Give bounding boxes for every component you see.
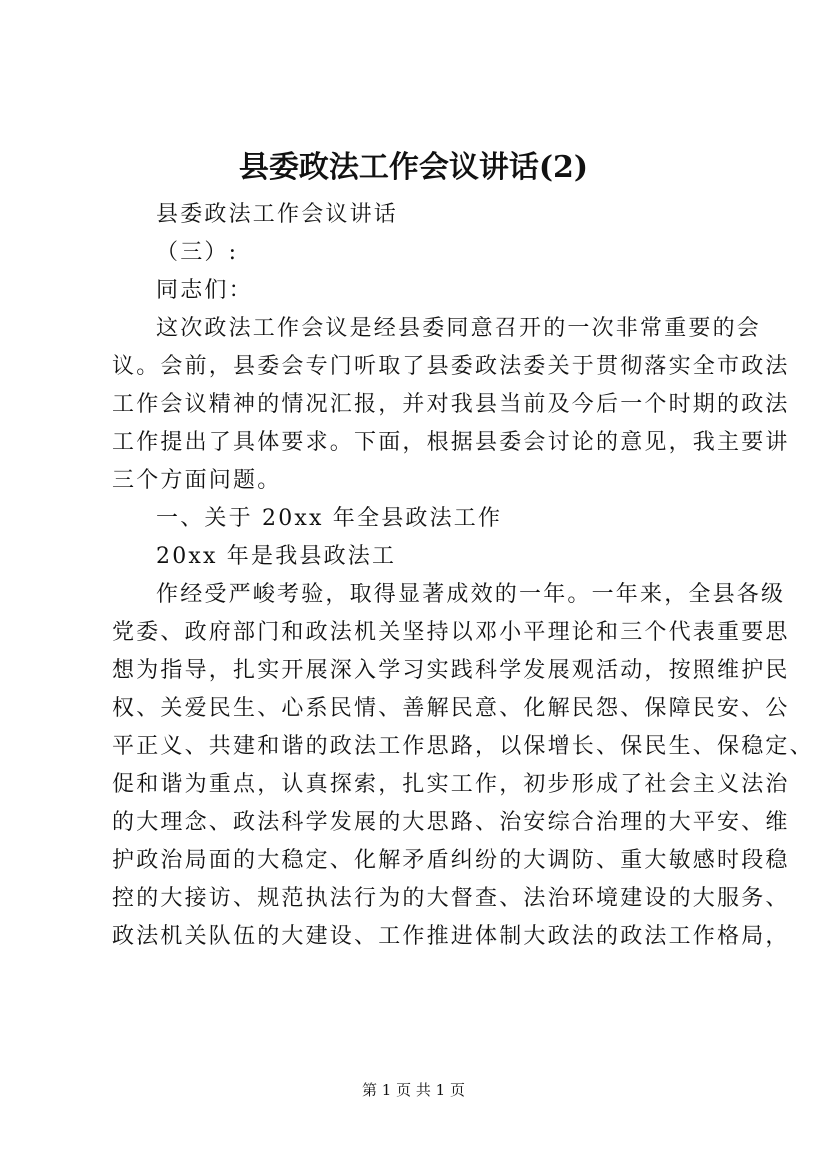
text-line: 县委政法工作会议讲话	[156, 202, 399, 227]
text-line: 工作会议精神的情况汇报，并对我县当前及今后一个时期的政法	[112, 392, 790, 417]
text-line: 三个方面问题。	[112, 468, 282, 493]
text-line: 想为指导，扎实开展深入学习实践科学发展观活动，按照维护民	[112, 658, 790, 683]
text-line: 一、关于 20xx 年全县政法工作	[156, 506, 503, 531]
document-title: 县委政法工作会议讲话(2)	[238, 150, 589, 185]
text-line: 权、关爱民生、心系民情、善解民意、化解民怨、保障民安、公	[112, 696, 790, 721]
text-line: 议。会前，县委会专门听取了县委政法委关于贯彻落实全市政法	[112, 354, 790, 379]
text-line: 平正义、共建和谐的政法工作思路，以保增长、保民生、保稳定、	[112, 734, 814, 759]
text-line: 的大理念、政法科学发展的大思路、治安综合治理的大平安、维	[112, 810, 790, 835]
text-line: 同志们：	[156, 278, 253, 303]
text-line: 工作提出了具体要求。下面，根据县委会讨论的意见，我主要讲	[112, 430, 790, 455]
text-line: 护政治局面的大稳定、化解矛盾纠纷的大调防、重大敏感时段稳	[112, 848, 790, 873]
text-line: 20xx 年是我县政法工	[156, 544, 397, 569]
text-line: 这次政法工作会议是经县委同意召开的一次非常重要的会	[156, 316, 762, 341]
text-line: 作经受严峻考验，取得显著成效的一年。一年来，全县各级	[156, 582, 786, 607]
text-line: 党委、政府部门和政法机关坚持以邓小平理论和三个代表重要思	[112, 620, 790, 645]
text-line: （三）:	[156, 240, 239, 265]
text-line: 控的大接访、规范执法行为的大督查、法治环境建设的大服务、	[112, 886, 790, 911]
document-body	[112, 196, 814, 956]
text-line: 政法机关队伍的大建设、工作推进体制大政法的政法工作格局，	[112, 924, 790, 949]
page-footer: 第 1 页 共 1 页	[362, 1081, 465, 1099]
text-line: 促和谐为重点，认真探索，扎实工作，初步形成了社会主义法治	[112, 772, 790, 797]
